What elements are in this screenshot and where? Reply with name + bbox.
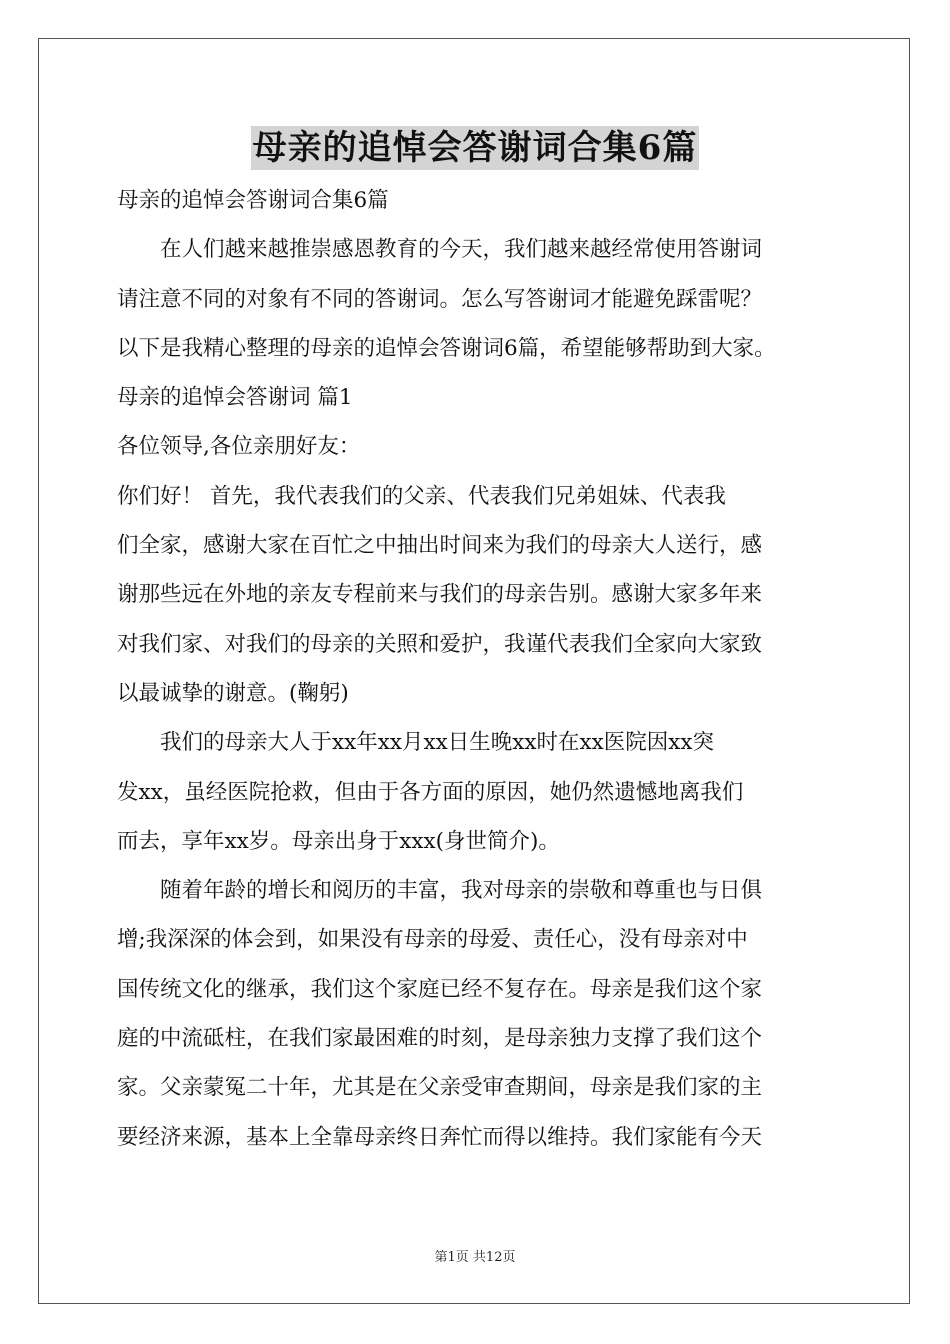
text-line: 在人们越来越推崇感恩教育的今天，我们越来越经常使用答谢词 xyxy=(117,237,763,263)
text-line: 要经济来源，基本上全靠母亲终日奔忙而得以维持。我们家能有今天 xyxy=(117,1124,763,1150)
text-line: 你们好！ 首先，我代表我们的父亲、代表我们兄弟姐妹、代表我 xyxy=(117,483,726,509)
text-line: 谢那些远在外地的亲友专程前来与我们的母亲告别。感谢大家多年来 xyxy=(117,582,763,608)
text-line: 以下是我精心整理的母亲的追悼会答谢词6篇，希望能够帮助到大家。 xyxy=(117,335,776,361)
page-footer: 第1页 共12页 xyxy=(434,1250,516,1265)
text-line: 国传统文化的继承，我们这个家庭已经不复存在。母亲是我们这个家 xyxy=(117,976,763,1002)
text-line: 我们的母亲大人于xx年xx月xx日生晚xx时在xx医院因xx突 xyxy=(117,730,715,756)
text-line: 以最诚挚的谢意。(鞠躬) xyxy=(117,680,349,706)
text-line: 们全家，感谢大家在百忙之中抽出时间来为我们的母亲大人送行，感 xyxy=(117,533,763,559)
document-body xyxy=(117,176,847,1162)
text-line: 而去，享年xx岁。母亲出身于xxx(身世简介)。 xyxy=(117,828,560,854)
text-line: 请注意不同的对象有不同的答谢词。怎么写答谢词才能避免踩雷呢？ xyxy=(117,286,763,312)
section-heading: 母亲的追悼会答谢词 篇1 xyxy=(117,385,353,411)
text-line: 增;我深深的体会到，如果没有母亲的母爱、责任心，没有母亲对中 xyxy=(117,927,748,953)
text-line: 庭的中流砥柱，在我们家最困难的时刻，是母亲独力支撑了我们这个 xyxy=(117,1026,763,1052)
text-line: 发xx，虽经医院抢救，但由于各方面的原因，她仍然遗憾地离我们 xyxy=(117,779,744,805)
text-line: 家。父亲蒙冤二十年，尤其是在父亲受审查期间，母亲是我们家的主 xyxy=(117,1075,763,1101)
salutation: 各位领导,各位亲朋好友： xyxy=(117,434,361,460)
document-title: 母亲的追悼会答谢词合集6篇 xyxy=(252,128,698,168)
text-line: 随着年龄的增长和阅历的丰富，我对母亲的崇敬和尊重也与日俱 xyxy=(117,878,763,904)
text-line: 母亲的追悼会答谢词合集6篇 xyxy=(117,188,389,213)
title-container xyxy=(0,126,950,170)
text-line: 对我们家、对我们的母亲的关照和爱护，我谨代表我们全家向大家致 xyxy=(117,631,763,657)
